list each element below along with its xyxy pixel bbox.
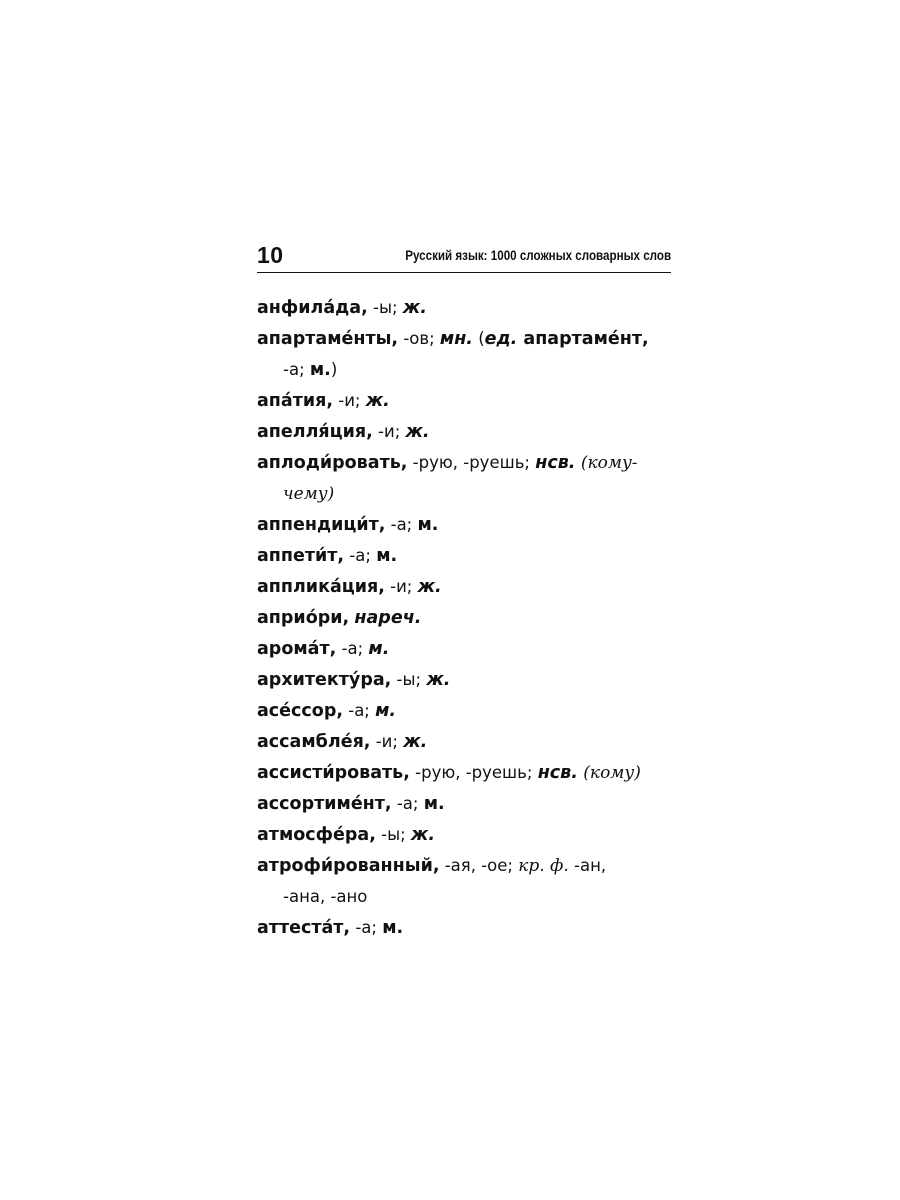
headword-text: априо́ри, [257, 608, 350, 628]
entry-line [257, 323, 677, 354]
page-number: 10 [257, 242, 284, 268]
running-title: Русский язык: 1000 сложных словарных слов [405, 248, 671, 263]
headword-text: м. [309, 360, 331, 380]
headword-text: аппети́т, [257, 546, 345, 566]
inflection-text: -ов; [398, 329, 440, 348]
headword-text: апартаме́нт, [517, 329, 649, 349]
dictionary-entry [257, 292, 677, 323]
entry-line [257, 633, 677, 664]
inflection-text: -ана, -ано [283, 887, 368, 906]
usage-note: (кому) [577, 763, 641, 783]
inflection-text: -ы; [375, 825, 411, 844]
entry-line [257, 819, 677, 850]
entry-line [257, 664, 677, 695]
dictionary-entry [257, 850, 677, 912]
inflection-text: -а; [385, 515, 418, 534]
dictionary-entry [257, 788, 677, 819]
entry-line [257, 385, 677, 416]
grammar-label: ж. [410, 825, 435, 845]
entry-line [257, 416, 677, 447]
headword-text: атрофи́рованный, [257, 856, 440, 876]
grammar-label: м. [375, 701, 397, 721]
grammar-label: ед. [484, 329, 518, 349]
grammar-label: нсв. [535, 453, 576, 473]
inflection-text: -и; [372, 422, 406, 441]
headword-text: аттеста́т, [257, 918, 351, 938]
grammar-label: нареч. [354, 608, 422, 628]
grammar-label: ж. [417, 577, 442, 597]
headword-text: анфила́да, [257, 298, 368, 318]
entry-line [257, 788, 677, 819]
headword-text: ассисти́ровать, [257, 763, 410, 783]
dictionary-entry [257, 385, 677, 416]
grammar-label: ж. [403, 732, 428, 752]
headword-text: апа́тия, [257, 391, 333, 411]
headword-text: аплоди́ровать, [257, 453, 408, 473]
headword-text: архитекту́ра, [257, 670, 392, 690]
inflection-text: -а; [343, 701, 376, 720]
entry-line [257, 292, 677, 323]
entry-line [257, 757, 677, 788]
inflection-text: -ы; [391, 670, 427, 689]
entry-line [257, 540, 677, 571]
entry-line [257, 447, 677, 478]
headword-text: м. [417, 515, 439, 535]
headword-text: апелля́ция, [257, 422, 373, 442]
grammar-label: нсв. [537, 763, 578, 783]
entry-continuation-line [257, 354, 677, 385]
inflection-text: -ая, -ое; [439, 856, 519, 875]
grammar-label: мн. [439, 329, 473, 349]
grammar-label: ж. [365, 391, 390, 411]
dictionary-entry [257, 726, 677, 757]
usage-note: (кому- [575, 453, 638, 473]
dictionary-entry [257, 664, 677, 695]
dictionary-entry [257, 540, 677, 571]
grammar-label: ж. [402, 298, 427, 318]
inflection-text: -и; [384, 577, 418, 596]
inflection-text: -ан, [568, 856, 607, 875]
running-header [257, 240, 671, 273]
usage-note: кр. ф. [518, 856, 569, 876]
headword-text: м. [423, 794, 445, 814]
inflection-text: -и; [370, 732, 404, 751]
dictionary-entry [257, 633, 677, 664]
dictionary-entry [257, 819, 677, 850]
inflection-text: -а; [283, 360, 310, 379]
dictionary-entry [257, 695, 677, 726]
inflection-text: -и; [333, 391, 366, 410]
entry-line [257, 695, 677, 726]
inflection-text: -а; [336, 639, 369, 658]
dictionary-entry [257, 323, 677, 385]
entry-line [257, 602, 677, 633]
entry-line [257, 850, 677, 881]
dictionary-entries [257, 292, 677, 943]
entry-continuation-line [257, 478, 677, 509]
grammar-label: ж. [426, 670, 451, 690]
dictionary-entry [257, 602, 677, 633]
inflection-text: -рую, -руешь; [407, 453, 536, 472]
entry-line [257, 509, 677, 540]
dictionary-entry [257, 912, 677, 943]
inflection-text: -а; [350, 918, 383, 937]
entry-continuation-line [257, 881, 677, 912]
dictionary-entry [257, 757, 677, 788]
entry-line [257, 912, 677, 943]
headword-text: атмосфе́ра, [257, 825, 376, 845]
headword-text: ассамбле́я, [257, 732, 371, 752]
inflection-text: ( [472, 329, 485, 348]
dictionary-entry [257, 571, 677, 602]
dictionary-entry [257, 447, 677, 509]
headword-text: апплика́ция, [257, 577, 385, 597]
inflection-text: -а; [391, 794, 424, 813]
dictionary-entry [257, 509, 677, 540]
headword-text: апартаме́нты, [257, 329, 399, 349]
inflection-text: -а; [344, 546, 377, 565]
headword-text: м. [376, 546, 398, 566]
headword-text: м. [382, 918, 404, 938]
entry-line [257, 726, 677, 757]
headword-text: арома́т, [257, 639, 337, 659]
inflection-text: ) [330, 360, 338, 379]
headword-text: аппендици́т, [257, 515, 386, 535]
inflection-text: -рую, -руешь; [409, 763, 538, 782]
headword-text: асе́ссор, [257, 701, 343, 721]
grammar-label: м. [368, 639, 390, 659]
grammar-label: ж. [405, 422, 430, 442]
dictionary-entry [257, 416, 677, 447]
usage-note: чему) [283, 484, 335, 504]
headword-text: ассортиме́нт, [257, 794, 392, 814]
entry-line [257, 571, 677, 602]
inflection-text: -ы; [367, 298, 403, 317]
